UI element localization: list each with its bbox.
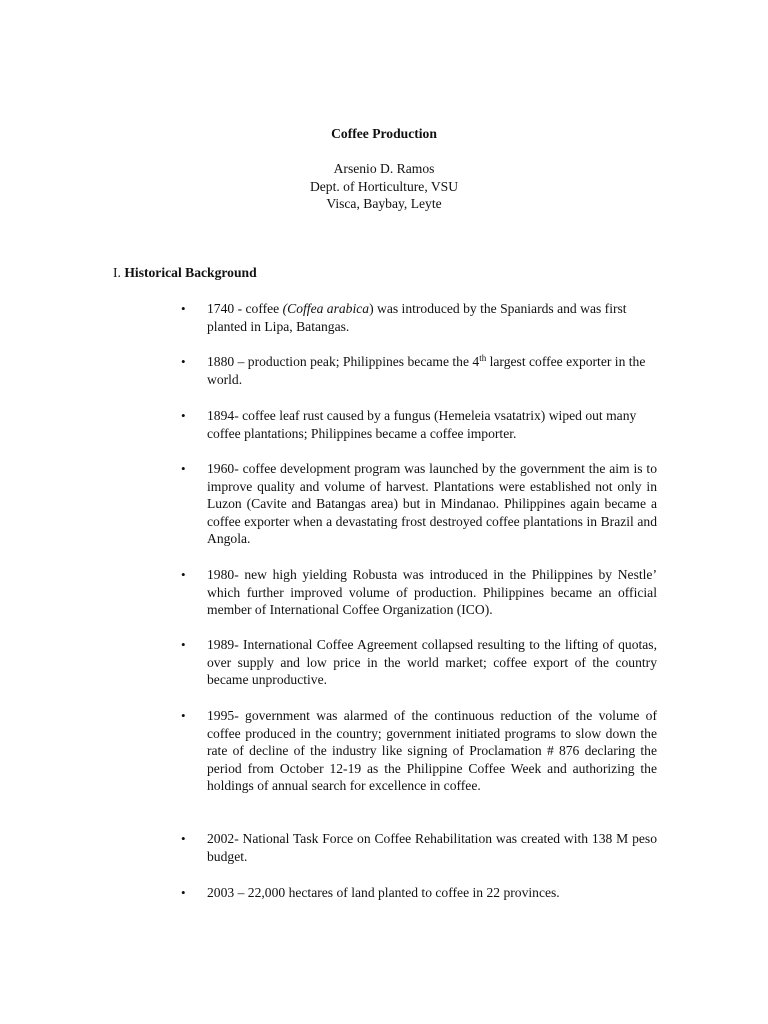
bullet-icon: • <box>181 354 186 369</box>
bullet-icon: • <box>181 461 186 476</box>
list-item-text: 1995- government was alarmed of the continuous reduction of the volume of coffee produced in the country; government initiated programs to slow down the rate of decline of the industry like signing of Proclamation # 876 declaring the period from October 12-19 as the Philippine Coffee Week and authorizing the holdings of annual search for excellence in coffee. <box>207 708 657 793</box>
list-item-text: 1894- coffee leaf rust caused by a fungus (Hemeleia vsatatrix) wiped out many coffee plantations; Philippines became a coffee importer. <box>207 408 637 441</box>
section-title: Historical Background <box>124 265 257 280</box>
list-item-text: 2002- National Task Force on Coffee Rehabilitation was created with 138 M peso budget. <box>207 831 657 864</box>
bullet-icon: • <box>181 885 186 900</box>
section-number: I. <box>113 265 121 280</box>
bullet-icon: • <box>181 708 186 723</box>
list-item <box>181 407 657 442</box>
author-department: Dept. of Horticulture, VSU <box>309 178 459 194</box>
section-heading <box>113 264 257 282</box>
list-item-text: 1960- coffee development program was launched by the government the aim is to improve quality and volume of harvest. Plantations were established not only in Luzon (Cavite and Batangas area) but in Mindanao. Philippines again became a coffee exporter when a devastating frost destroyed coffee plantations in Brazil and Angola. <box>207 461 657 546</box>
list-item-text: 1740 - coffee (Coffea arabica) was introduced by the Spaniards and was first planted in Lipa, Batangas. <box>207 301 627 334</box>
list-item <box>181 566 657 619</box>
bullet-icon: • <box>181 408 186 423</box>
list-item <box>181 300 657 335</box>
list-item <box>181 830 657 865</box>
author-location: Visca, Baybay, Leyte <box>326 196 442 211</box>
author-block <box>0 160 768 213</box>
list-item <box>181 636 657 689</box>
bullet-icon: • <box>181 637 186 652</box>
list-item-text: 1880 – production peak; Philippines became the 4th largest coffee exporter in the world. <box>207 353 646 387</box>
list-item-text: 1989- International Coffee Agreement collapsed resulting to the lifting of quotas, over supply and low price in the world market; coffee export of the country became unproductive. <box>207 637 657 687</box>
author-name: Arsenio D. Ramos <box>333 161 435 176</box>
bullet-icon: • <box>181 831 186 846</box>
list-item <box>181 460 657 548</box>
list-item <box>181 707 657 795</box>
list-item-text: 2003 – 22,000 hectares of land planted to coffee in 22 provinces. <box>207 885 560 900</box>
bullet-icon: • <box>181 567 186 582</box>
list-item <box>181 884 657 902</box>
list-item-text: 1980- new high yielding Robusta was introduced in the Philippines by Nestle’ which further improved volume of production. Philippines became an official member of International Coffee Organization (ICO). <box>207 567 657 617</box>
list-item <box>181 353 657 388</box>
document-title: Coffee Production <box>331 126 437 141</box>
bullet-icon: • <box>181 301 186 316</box>
